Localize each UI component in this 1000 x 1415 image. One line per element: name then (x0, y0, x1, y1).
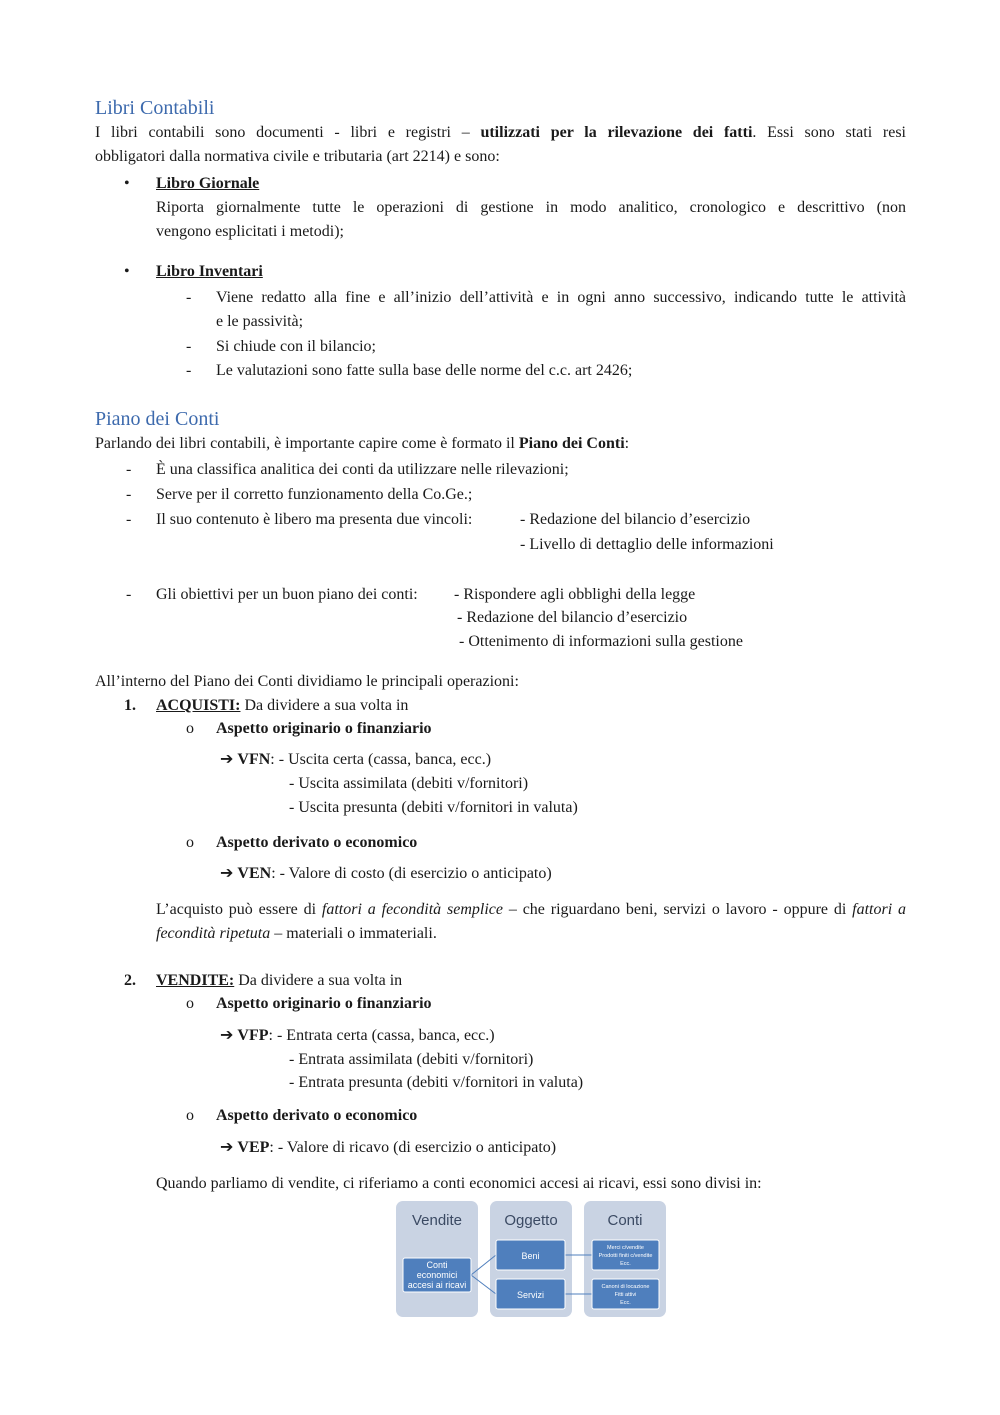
heading-piano-dei-conti: Piano dei Conti (95, 408, 220, 430)
intro-paragraph-line1: I libri contabili sono documenti - libri e registri – utilizzati per la rilevazione dei fatti. Essi sono stati resi (95, 124, 907, 141)
vendite-number: 2. (124, 972, 136, 989)
libro-giornale-title: Libro Giornale (156, 175, 260, 192)
dash-icon: - (126, 511, 132, 528)
vep-line: ➔ VEP: - Valore di ricavo (di esercizio o anticipato) (220, 1139, 557, 1156)
acquisti-number: 1. (124, 697, 136, 714)
dash-icon: - (186, 289, 192, 306)
circle-bullet-icon: o (186, 995, 194, 1012)
root-node-line-2: economici (416, 1270, 458, 1280)
node-beni-label: Beni (521, 1251, 540, 1261)
acquisti-note-line2: fecondità ripetuta – materiali o immateriali. (156, 925, 437, 942)
constraint-2: - Livello di dettaglio delle informazioni (520, 536, 774, 553)
libro-inventari-title: Libro Inventari (156, 263, 263, 280)
dash-icon: - (186, 338, 192, 355)
root-node-line-1: Conti (426, 1260, 448, 1270)
piano-item-1: È una classifica analitica dei conti da utilizzare nelle rilevazioni; (156, 461, 569, 478)
conti-beni-line-2: Prodotti finiti c/vendite (598, 1253, 653, 1259)
inventari-item-3: Le valutazioni sono fatte sulla base delle norme del c.c. art 2426; (216, 362, 633, 379)
inventari-item-2: Si chiude con il bilancio; (216, 338, 376, 355)
vfp-line-2: - Entrata assimilata (debiti v/fornitori) (289, 1051, 534, 1068)
dash-icon: - (126, 586, 132, 603)
circle-bullet-icon: o (186, 1107, 194, 1124)
piano-item-3: Il suo contenuto è libero ma presenta due vincoli: (156, 511, 473, 528)
vfp-line-3: - Entrata presunta (debiti v/fornitori in valuta) (289, 1074, 584, 1091)
objectives-label: Gli obiettivi per un buon piano dei conti: (156, 586, 418, 603)
conti-beni-line-1: Merci c/vendite (607, 1245, 644, 1251)
inventari-item-1-line2: e le passività; (216, 313, 304, 330)
libro-giornale-desc-line2: vengono esplicitati i metodi); (156, 223, 344, 240)
inventari-item-1-line1: Viene redatto alla fine e all’inizio dell’attività e in ogni anno successivo, indicando tutte le attività (216, 289, 906, 306)
objective-3: - Ottenimento di informazioni sulla gestione (459, 633, 743, 650)
arrow-right-icon: ➔ (220, 1139, 234, 1156)
conti-beni-line-3: Ecc. (620, 1261, 631, 1267)
dash-icon: - (126, 486, 132, 503)
intro-paragraph-line2: obbligatori dalla normativa civile e tributaria (art 2214) e sono: (95, 148, 500, 165)
conti-servizi-line-3: Ecc. (620, 1300, 631, 1306)
arrow-right-icon: ➔ (220, 751, 234, 768)
acquisti-aspect-finanziario: Aspetto originario o finanziario (216, 720, 432, 737)
acquisti-heading: ACQUISTI: Da dividere a sua volta in (156, 697, 409, 714)
bullet-icon: • (124, 175, 130, 192)
dash-icon: - (186, 362, 192, 379)
acquisti-aspect-economico: Aspetto derivato o economico (216, 834, 418, 851)
conti-servizi-line-2: Fitti attivi (614, 1292, 637, 1298)
circle-bullet-icon: o (186, 834, 194, 851)
vendite-heading: VENDITE: Da dividere a sua volta in (156, 972, 403, 989)
dash-icon: - (126, 461, 132, 478)
vfp-line-1: ➔ VFP: - Entrata certa (cassa, banca, ecc.) (220, 1027, 495, 1044)
libro-giornale-desc-line1: Riporta giornalmente tutte le operazioni di gestione in modo analitico, cronologico e descrittivo (non (156, 199, 906, 216)
objective-1: - Rispondere agli obblighi della legge (454, 586, 696, 603)
piano-item-2: Serve per il corretto funzionamento della Co.Ge.; (156, 486, 473, 503)
arrow-right-icon: ➔ (220, 1027, 234, 1044)
operations-intro: All’interno del Piano dei Conti dividiamo le principali operazioni: (95, 673, 519, 690)
root-node-line-3: accesi ai ricavi (407, 1280, 467, 1290)
col-title-conti: Conti (607, 1212, 643, 1229)
node-servizi-label: Servizi (516, 1290, 545, 1300)
objective-2: - Redazione del bilancio d’esercizio (457, 609, 688, 626)
vendite-diagram (396, 1201, 670, 1317)
constraint-1: - Redazione del bilancio d’esercizio (520, 511, 751, 528)
vendite-aspect-economico: Aspetto derivato o economico (216, 1107, 418, 1124)
vendite-aspect-finanziario: Aspetto originario o finanziario (216, 995, 432, 1012)
col-title-vendite: Vendite (411, 1212, 463, 1229)
ven-line: ➔ VEN: - Valore di costo (di esercizio o anticipato) (220, 865, 552, 882)
arrow-right-icon: ➔ (220, 865, 234, 882)
acquisti-note-line1: L’acquisto può essere di fattori a fecondità semplice – che riguardano beni, servizi o lavoro - oppure di fattori a (156, 901, 907, 918)
vfn-line-2: - Uscita assimilata (debiti v/fornitori) (289, 775, 529, 792)
circle-bullet-icon: o (186, 720, 194, 737)
conti-servizi-line-1: Canoni di locazione (601, 1284, 650, 1290)
col-title-oggetto: Oggetto (504, 1212, 558, 1229)
vendite-closing: Quando parliamo di vendite, ci riferiamo a conti economici accesi ai ricavi, essi sono divisi in: (156, 1175, 762, 1192)
piano-intro: Parlando dei libri contabili, è importante capire come è formato il Piano dei Conti: (95, 435, 630, 452)
bullet-icon: • (124, 263, 130, 280)
vfn-line-1: ➔ VFN: - Uscita certa (cassa, banca, ecc.) (220, 751, 492, 768)
heading-libri-contabili: Libri Contabili (95, 97, 215, 119)
vfn-line-3: - Uscita presunta (debiti v/fornitori in valuta) (289, 799, 578, 816)
